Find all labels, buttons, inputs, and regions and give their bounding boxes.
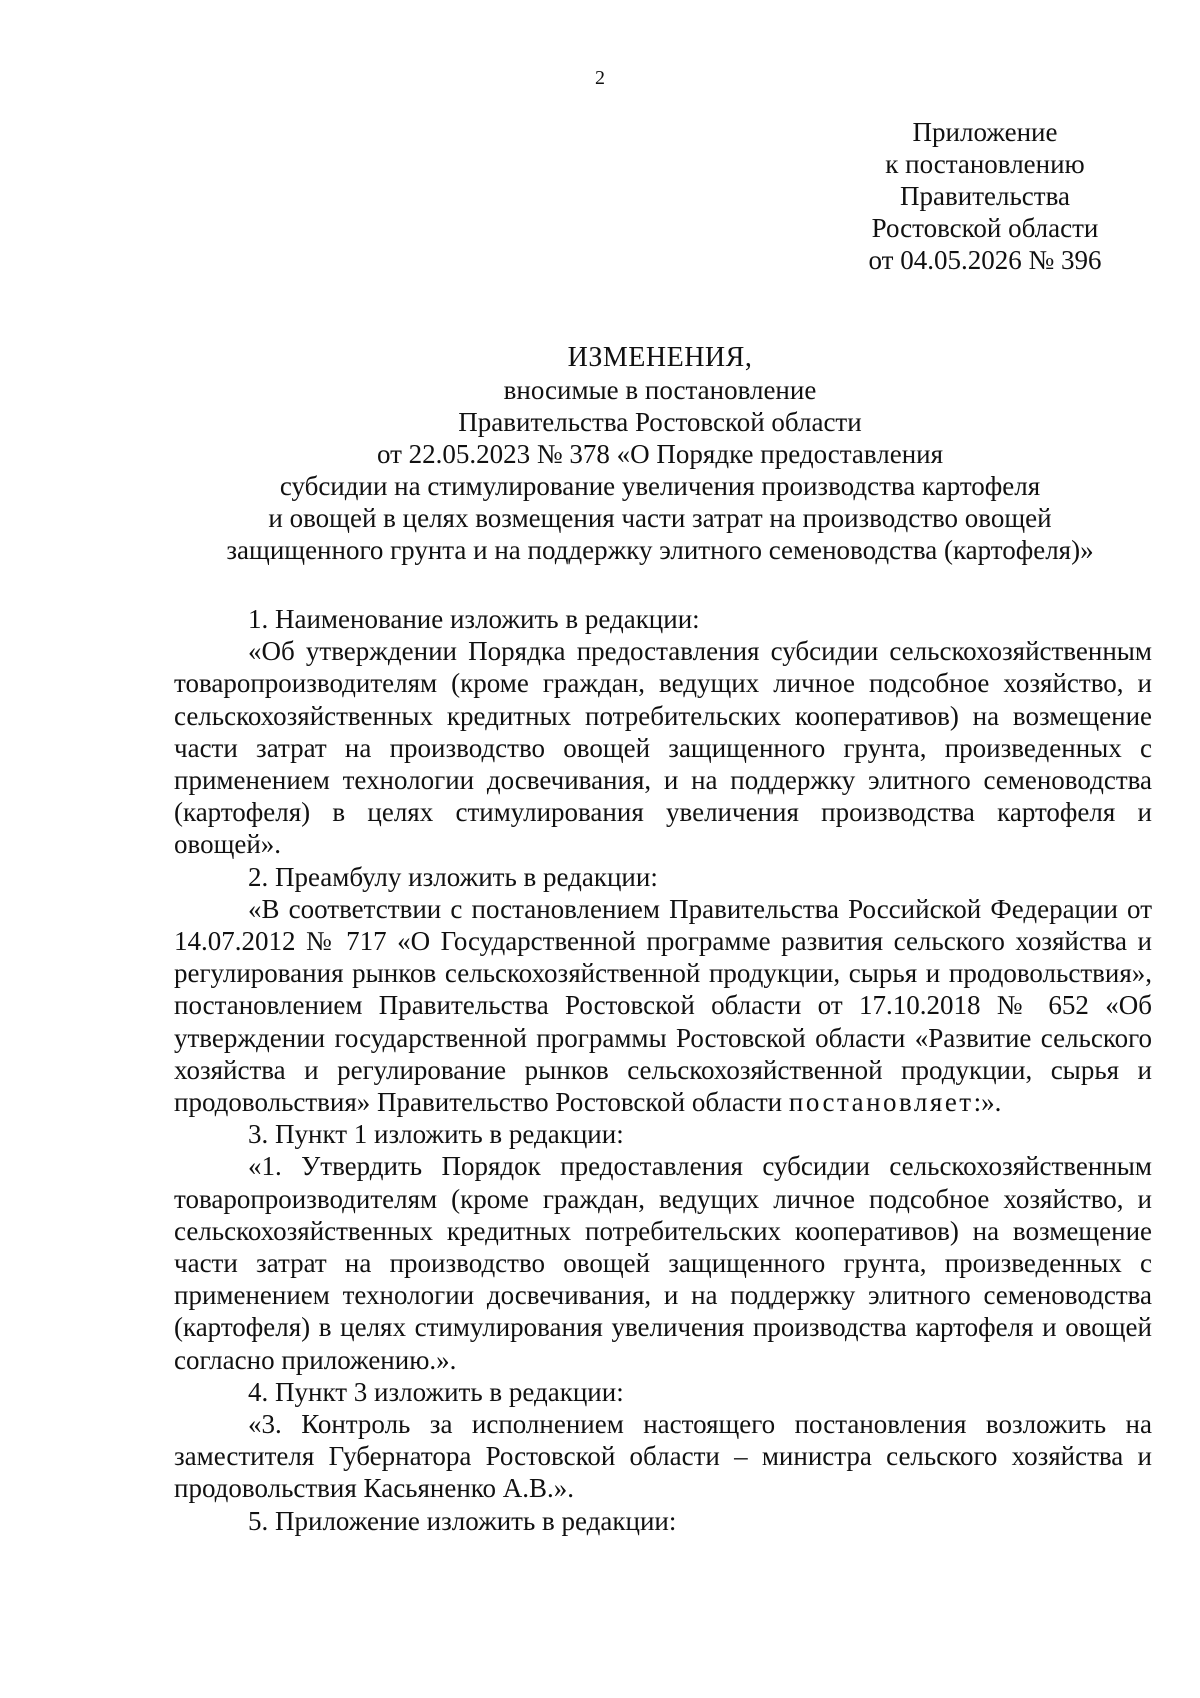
- document-body: [174, 603, 1152, 1537]
- item-2-spaced-word: постановляет: [788, 1087, 974, 1118]
- item-2-text-main: «В соответствии с постановлением Правительства Российской Федерации от 14.07.2012 № 717 «О Государственной программе развития сельского хозяйства и регулирования рынков сельскохозяйственной продукции, сырья и продовольствия», постановлением Правительства Ростовской области от 17.10.2018 № 652 «Об утверждении государственной программы Ростовской области «Развитие сельского хозяйства и регулирование рынков сельскохозяйственной продукции, сырья и продовольствия» Правительство Ростовской области: [174, 893, 1152, 1118]
- appendix-line: Приложение: [912, 117, 1058, 147]
- title-line: субсидии на стимулирование увеличения производства картофеля: [279, 471, 1041, 501]
- title-line: вносимые в постановление: [503, 375, 817, 405]
- appendix-line: к постановлению: [885, 149, 1085, 179]
- item-5-heading: 5. Приложение изложить в редакции:: [248, 1505, 677, 1536]
- title-line: Правительства Ростовской области: [458, 407, 862, 437]
- title-line: и овощей в целях возмещения части затрат на производство овощей: [268, 503, 1052, 533]
- item-3-heading: 3. Пункт 1 изложить в редакции:: [248, 1119, 624, 1150]
- appendix-line: от 04.05.2026 № 396: [868, 245, 1102, 275]
- item-1-heading: 1. Наименование изложить в редакции:: [248, 604, 700, 634]
- page-number: 2: [595, 67, 605, 89]
- appendix-reference: [800, 116, 1170, 276]
- item-3-text: «1. Утвердить Порядок предоставления субсидии сельскохозяйственным товаропроизводителям (кроме граждан, ведущих личное подсобное хозяйство, и сельскохозяйственных кредитных потребительских кооперативов) на возмещение части затрат на производство овощей защищенного грунта, произведенных с применением технологии досвечивания, и на поддержку элитного семеноводства (картофеля) в целях стимулирования увеличения производства картофеля и овощей согласно приложению.».: [174, 1151, 1152, 1375]
- title-line: от 22.05.2023 № 378 «О Порядке предоставления: [376, 439, 944, 469]
- title-line: защищенного грунта и на поддержку элитного семеноводства (картофеля)»: [226, 535, 1094, 565]
- item-2-text-end: :».: [973, 1087, 1002, 1118]
- item-4-text: «3. Контроль за исполнением настоящего постановления возложить на заместителя Губернатора Ростовской области – министра сельского хозяйства и продовольствия Касьяненко А.В.».: [174, 1409, 1152, 1504]
- item-4-heading: 4. Пункт 3 изложить в редакции:: [248, 1376, 624, 1407]
- document-title: [160, 342, 1160, 566]
- title-heading: ИЗМЕНЕНИЯ,: [567, 342, 753, 373]
- item-1-text: «Об утверждении Порядка предоставления субсидии сельскохозяйственным товаропроизводителям (кроме граждан, ведущих личное подсобное хозяйство, и сельскохозяйственных кредитных потребительских кооперативов) на возмещение части затрат на производство овощей защищенного грунта, произведенных с применением технологии досвечивания, и на поддержку элитного семеноводства (картофеля) в целях стимулирования увеличения производства картофеля и овощей».: [174, 636, 1152, 860]
- appendix-line: Ростовской области: [871, 213, 1099, 243]
- appendix-line: Правительства: [900, 181, 1070, 211]
- item-2-text: [174, 893, 1152, 1118]
- item-2-heading: 2. Преамбулу изложить в редакции:: [248, 861, 658, 892]
